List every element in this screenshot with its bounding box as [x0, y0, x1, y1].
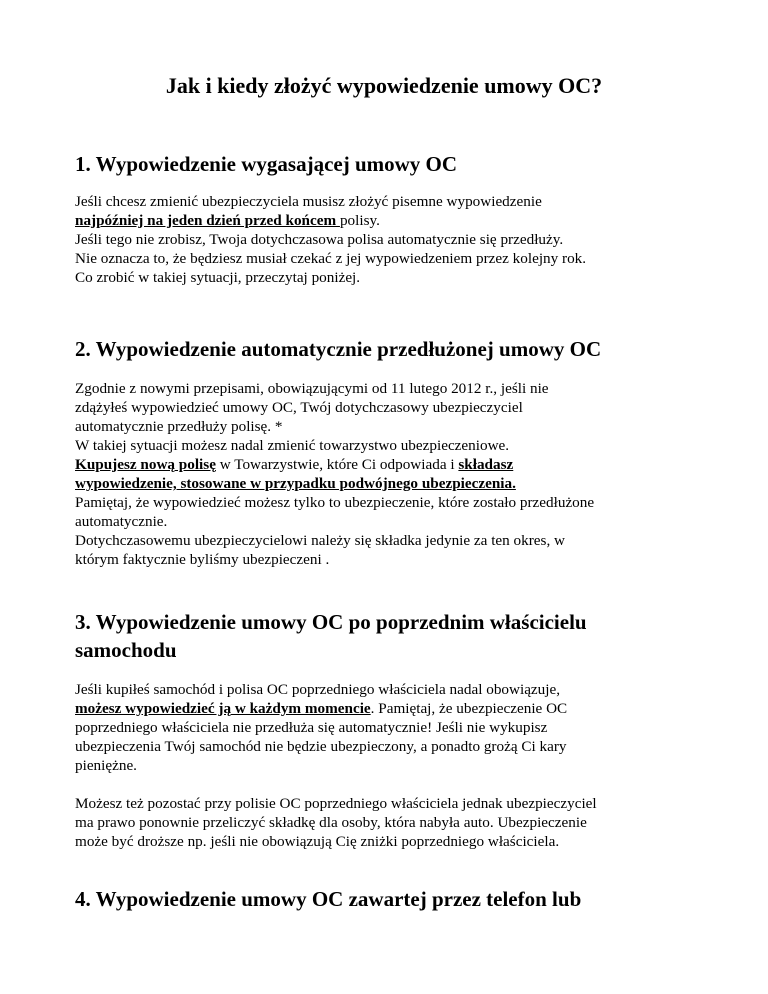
text-line: automatycznie. — [75, 513, 168, 530]
emphasis-text: wypowiedzenie, stosowane w przypadku podwójnego ubezpieczenia. — [75, 475, 516, 492]
text-line: Co zrobić w takiej sytuacji, przeczytaj poniżej. — [75, 269, 361, 286]
emphasis-text: Kupujesz nową polisę — [75, 456, 216, 473]
text-line: Nie oznacza to, że będziesz musiał czekać z jej wypowiedzeniem przez kolejny rok. — [75, 250, 587, 267]
text-line: może być droższe np. jeśli nie obowiązują Cię zniżki poprzedniego właściciela. — [75, 833, 560, 850]
text-line: Jeśli chcesz zmienić ubezpieczyciela musisz złożyć pisemne wypowiedzenie — [75, 193, 542, 210]
section-3-heading — [75, 608, 715, 664]
text-line — [75, 455, 715, 474]
emphasis-text: możesz wypowiedzieć ją w każdym momencie — [75, 700, 371, 717]
text-line: W takiej sytuacji możesz nadal zmienić towarzystwo ubezpieczeniowe. — [75, 437, 510, 454]
text-line: ma prawo ponownie przeliczyć składkę dla osoby, która nabyła auto. Ubezpieczenie — [75, 814, 587, 831]
text-span: polisy. — [339, 212, 380, 229]
document-title: Jak i kiedy złożyć wypowiedzenie umowy OC? — [165, 73, 603, 98]
section-4-heading: 4. Wypowiedzenie umowy OC zawartej przez telefon lub — [75, 887, 582, 911]
text-line — [75, 699, 715, 718]
text-line: pieniężne. — [75, 757, 137, 774]
text-line: którym faktycznie byliśmy ubezpieczeni . — [75, 551, 330, 568]
section-3-paragraph-2 — [75, 794, 715, 851]
section-1-paragraph — [75, 192, 715, 287]
text-line: zdążyłeś wypowiedzieć umowy OC, Twój dotychczasowy ubezpieczyciel — [75, 399, 523, 416]
section-3 — [75, 608, 715, 851]
text-line: poprzedniego właściciela nie przedłuża się automatycznie! Jeśli nie wykupisz — [75, 719, 548, 736]
text-line — [75, 474, 715, 493]
emphasis-text: najpóźniej na jeden dzień przed końcem — [75, 212, 340, 229]
section-1 — [75, 150, 715, 287]
section-2-heading: 2. Wypowiedzenie automatycznie przedłużonej umowy OC — [75, 337, 602, 361]
text-line: Możesz też pozostać przy polisie OC poprzedniego właściciela jednak ubezpieczyciel — [75, 795, 597, 812]
text-line: Zgodnie z nowymi przepisami, obowiązującymi od 11 lutego 2012 r., jeśli nie — [75, 380, 549, 397]
text-line: Jeśli tego nie zrobisz, Twoja dotychczasowa polisa automatycznie się przedłuży. — [75, 231, 564, 248]
text-span: . Pamiętaj, że ubezpieczenie OC — [370, 700, 568, 717]
section-2-paragraph — [75, 379, 715, 569]
heading-line: 3. Wypowiedzenie umowy OC po poprzednim właścicielu — [75, 610, 587, 634]
section-3-paragraph-1 — [75, 680, 715, 775]
heading-line: samochodu — [75, 638, 177, 662]
text-line: Dotychczasowemu ubezpieczycielowi należy się składka jedynie za ten okres, w — [75, 532, 566, 549]
text-line — [75, 211, 715, 230]
section-4 — [75, 885, 715, 913]
text-span: w Towarzystwie, które Ci odpowiada i — [215, 456, 459, 473]
text-line: ubezpieczenia Twój samochód nie będzie ubezpieczony, a ponadto grożą Ci kary — [75, 738, 567, 755]
emphasis-text: składasz — [458, 456, 514, 473]
section-1-heading: 1. Wypowiedzenie wygasającej umowy OC — [75, 152, 458, 176]
text-line: Pamiętaj, że wypowiedzieć możesz tylko to ubezpieczenie, które zostało przedłużone — [75, 494, 595, 511]
text-line: automatycznie przedłuży polisę. * — [75, 418, 283, 435]
text-line: Jeśli kupiłeś samochód i polisa OC poprzedniego właściciela nadal obowiązuje, — [75, 681, 561, 698]
section-2 — [75, 335, 715, 569]
